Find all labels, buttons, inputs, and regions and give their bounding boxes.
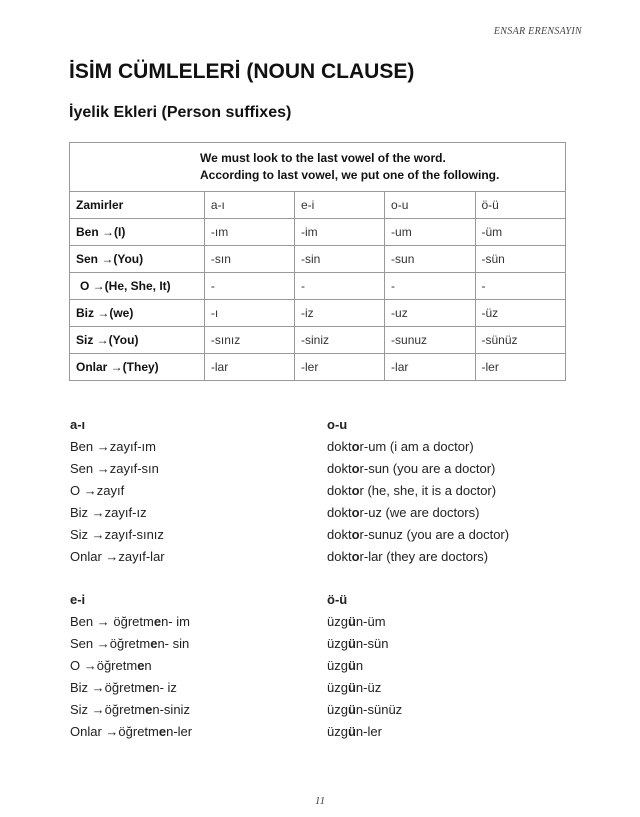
person-suffix-table xyxy=(69,142,566,381)
suffix-cell: -sun xyxy=(385,246,475,273)
list-item: üzgün-ler xyxy=(327,724,382,739)
highlighted-vowel: e xyxy=(158,724,167,739)
list-item: üzgün-sünüz xyxy=(327,702,403,717)
suffix-cell: -sınız xyxy=(204,327,294,354)
examples-heading: e-i xyxy=(70,592,86,607)
examples-heading: ö-ü xyxy=(327,592,348,607)
examples-heading: o-u xyxy=(327,417,348,432)
table-note-row xyxy=(70,143,566,192)
list-item: O →öğretmen xyxy=(70,658,152,673)
suffix-cell: -im xyxy=(294,219,384,246)
suffix-cell: -sünüz xyxy=(475,327,566,354)
table-row xyxy=(70,219,566,246)
highlighted-vowel: o xyxy=(351,527,360,542)
table-note-line-1: We must look to the last vowel of the word. xyxy=(200,151,446,165)
table-note-line-2: According to last vowel, we put one of the following. xyxy=(200,168,500,182)
list-item: Sen →zayıf-sın xyxy=(70,461,159,476)
pronoun-cell: Siz →(You) xyxy=(70,327,205,354)
table-header-cell: e-i xyxy=(294,192,384,219)
highlighted-vowel: e xyxy=(153,614,162,629)
list-item: Ben → öğretmen- im xyxy=(70,614,190,629)
examples-list xyxy=(327,611,402,743)
highlighted-vowel: e xyxy=(145,680,153,695)
table-row xyxy=(70,354,566,381)
suffix-cell: - xyxy=(385,273,475,300)
highlighted-vowel: o xyxy=(351,505,360,520)
list-item: üzgün-sün xyxy=(327,636,389,651)
suffix-cell: -um xyxy=(385,219,475,246)
list-item: Biz →zayıf-ız xyxy=(70,505,147,520)
suffix-cell: -sün xyxy=(475,246,566,273)
list-item: üzgün-üz xyxy=(327,680,382,695)
list-item: üzgün xyxy=(327,658,364,673)
suffix-cell: -uz xyxy=(385,300,475,327)
list-item: O →zayıf xyxy=(70,483,125,498)
examples-o-u xyxy=(327,414,509,568)
suffix-cell: -üz xyxy=(475,300,566,327)
suffix-cell: -ı xyxy=(204,300,294,327)
table-header-cell: o-u xyxy=(385,192,475,219)
highlighted-vowel: ü xyxy=(347,658,356,673)
highlighted-vowel: ü xyxy=(347,724,356,739)
highlighted-vowel: o xyxy=(351,461,360,476)
examples-list xyxy=(70,611,192,743)
running-header-author: ENSAR ERENSAYIN xyxy=(493,26,582,37)
pronoun-cell: Ben →(I) xyxy=(70,219,205,246)
list-item: doktor-uz (we are doctors) xyxy=(327,505,480,520)
highlighted-vowel: o xyxy=(351,549,360,564)
list-item: Onlar →zayıf-lar xyxy=(70,549,165,564)
suffix-cell: -ler xyxy=(475,354,566,381)
highlighted-vowel: ü xyxy=(347,636,356,651)
highlighted-vowel: ü xyxy=(347,680,356,695)
table-header-cell: a-ı xyxy=(204,192,294,219)
highlighted-vowel: e xyxy=(137,658,145,673)
pronoun-cell: Biz →(we) xyxy=(70,300,205,327)
list-item: Onlar →öğretmen-ler xyxy=(70,724,193,739)
table-header-cell: Zamirler xyxy=(70,192,205,219)
suffix-cell: -lar xyxy=(204,354,294,381)
suffix-cell: - xyxy=(294,273,384,300)
suffix-cell: -sın xyxy=(204,246,294,273)
table-header-cell: ö-ü xyxy=(475,192,566,219)
list-item: doktor-sunuz (you are a doctor) xyxy=(327,527,510,542)
suffix-cell: - xyxy=(204,273,294,300)
examples-list xyxy=(327,436,509,568)
suffix-cell: - xyxy=(475,273,566,300)
suffix-cell: -lar xyxy=(385,354,475,381)
list-item: Siz →zayıf-sınız xyxy=(70,527,164,542)
list-item: doktor-lar (they are doctors) xyxy=(327,549,489,564)
table-row xyxy=(70,327,566,354)
examples-a-i xyxy=(70,414,165,568)
list-item: doktor (he, she, it is a doctor) xyxy=(327,483,497,498)
suffix-cell: -sunuz xyxy=(385,327,475,354)
table-row xyxy=(70,246,566,273)
examples-heading: a-ı xyxy=(70,417,86,432)
suffix-cell: -üm xyxy=(475,219,566,246)
table-header-row xyxy=(70,192,566,219)
pronoun-cell: Sen →(You) xyxy=(70,246,205,273)
list-item: Biz →öğretmen- iz xyxy=(70,680,177,695)
list-item: Siz →öğretmen-siniz xyxy=(70,702,190,717)
table-row xyxy=(70,300,566,327)
list-item: Sen →öğretmen- sin xyxy=(70,636,190,651)
list-item: üzgün-üm xyxy=(327,614,386,629)
suffix-cell: -siniz xyxy=(294,327,384,354)
highlighted-vowel: e xyxy=(150,636,158,651)
highlighted-vowel: ü xyxy=(347,702,356,717)
pronoun-cell: O →(He, She, It) xyxy=(70,273,205,300)
list-item: doktor-sun (you are a doctor) xyxy=(327,461,496,476)
examples-e-i xyxy=(70,589,192,743)
list-item: doktor-um (i am a doctor) xyxy=(327,439,474,454)
table-body xyxy=(70,219,566,381)
pronoun-cell: Onlar →(They) xyxy=(70,354,205,381)
highlighted-vowel: o xyxy=(351,439,360,454)
highlighted-vowel: ü xyxy=(347,614,356,629)
suffix-cell: -sin xyxy=(294,246,384,273)
suffix-cell: -ler xyxy=(294,354,384,381)
highlighted-vowel: e xyxy=(145,702,153,717)
examples-o-u-umlaut xyxy=(327,589,402,743)
list-item: Ben →zayıf-ım xyxy=(70,439,156,454)
table-note xyxy=(70,143,566,192)
page-title: İSİM CÜMLELERİ (NOUN CLAUSE) xyxy=(69,60,415,83)
section-subtitle: İyelik Ekleri (Person suffixes) xyxy=(69,104,292,121)
suffix-cell: -ım xyxy=(204,219,294,246)
page-number: 11 xyxy=(314,795,326,807)
examples-list xyxy=(70,436,165,568)
table-row xyxy=(70,273,566,300)
highlighted-vowel: o xyxy=(351,483,360,498)
suffix-cell: -iz xyxy=(294,300,384,327)
